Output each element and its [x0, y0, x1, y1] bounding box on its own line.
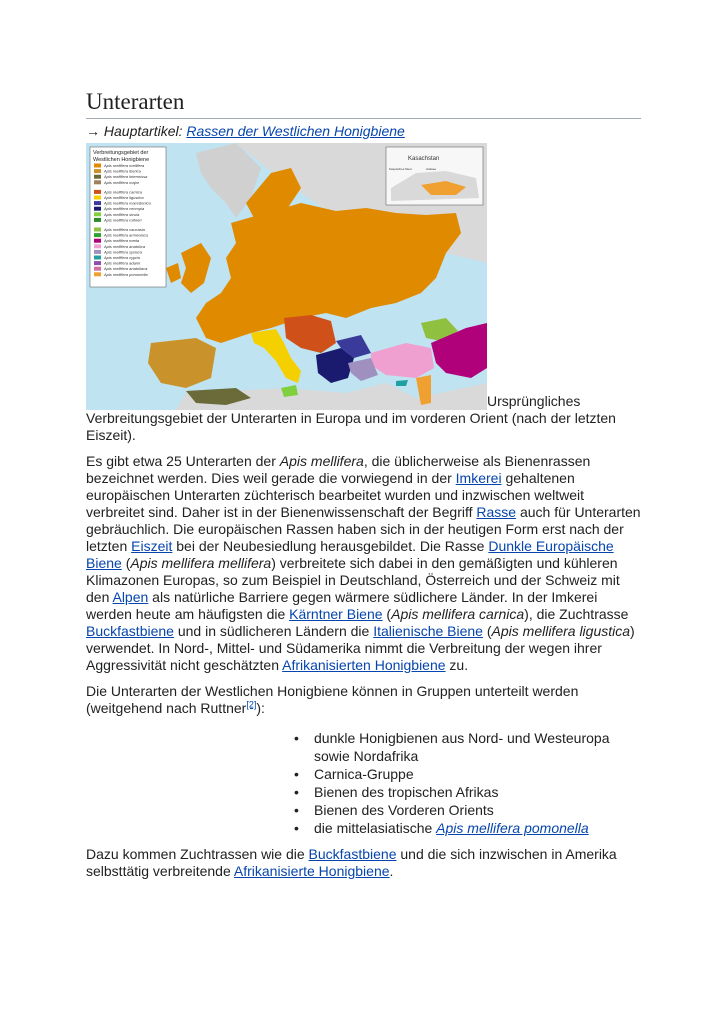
italic-run: Apis mellifera [279, 453, 364, 469]
text-run: bei der Neubesiedlung herausgebildet. Die Rasse [172, 538, 489, 554]
list-item: • Carnica-Gruppe [290, 765, 641, 783]
text-run: zu. [445, 657, 469, 673]
text-run: auch für Unterarten gebräuchlich. Die europäischen Rassen haben sich in der heutigen Form erst nach der letzten [86, 504, 641, 554]
italic-run: Apis mellifera mellifera [130, 555, 272, 571]
legend-label: Apis mellifera syriaca [104, 249, 142, 255]
italic-run: Apis mellifera carnica [391, 606, 525, 622]
text-run: ( [482, 623, 492, 639]
list-item: • Bienen des Vorderen Orients [290, 801, 641, 819]
link-alpen[interactable]: Alpen [112, 589, 149, 605]
legend-swatch [94, 190, 101, 194]
legend-label: Apis mellifera ruttneri [104, 217, 142, 223]
legend-swatch [94, 250, 101, 254]
list-item: • dunkle Honigbienen aus Nord- und Westeuropa sowie Nordafrika [290, 729, 641, 765]
legend-swatch [94, 212, 101, 216]
legend-label: Apis mellifera intermissa [104, 174, 148, 180]
legend-label: Apis mellifera carnica [104, 189, 143, 195]
legend-swatch [94, 267, 101, 271]
legend-label: Apis mellifera caucasia [104, 227, 145, 232]
legend-swatch [94, 175, 101, 179]
paragraph-2 [86, 683, 641, 717]
inset-small-1: Kaspisches Meer [389, 167, 413, 171]
text-run: ): [256, 700, 265, 716]
hatnote-link[interactable]: Rassen der Westlichen Honigbiene [186, 123, 405, 139]
text-run: ) verbreitete sich dabei in den gemäßigten und kühleren Klimazonen Europas, so zum Beispiel in Deutschland, Österreich und der Schweiz mit den [86, 555, 620, 605]
legend-swatch [94, 272, 101, 276]
legend-swatch [94, 239, 101, 243]
link-pomonella[interactable]: Apis mellifera pomonella [436, 820, 589, 836]
map-caption: Ursprüngliches Verbreitungsgebiet der Unterarten in Europa und im vorderen Orient (nach der letzten Eiszeit). [86, 393, 616, 443]
legend-label: Apis mellifera iberica [104, 168, 141, 174]
text-run: . [389, 863, 394, 879]
legend-label: Apis mellifera cecropia [104, 206, 145, 212]
link-rasse[interactable]: Rasse [476, 504, 517, 520]
legend-label: Apis mellifera armeniaca [104, 232, 148, 238]
paragraph-3 [86, 846, 641, 880]
legend-swatch [94, 169, 101, 173]
inset-label: Kasachstan [408, 156, 440, 162]
text-run: Es gibt etwa 25 Unterarten der [86, 453, 280, 469]
legend-label: Apis mellifera cypria [104, 255, 140, 260]
legend-swatch [94, 218, 101, 222]
legend-label: Apis mellifera major [104, 179, 140, 185]
legend-label: Apis mellifera macedonica [104, 200, 151, 206]
legend-label: Apis mellifera sicula [104, 211, 140, 217]
text-run: die mittelasiatische [314, 820, 437, 836]
link-imkerei[interactable]: Imkerei [455, 470, 502, 486]
article-section [86, 88, 641, 880]
legend-label: Apis mellifera adami [104, 260, 141, 266]
legend-swatch [94, 196, 101, 200]
link-dunkle-biene[interactable]: Dunkle Europäische Biene [86, 538, 614, 571]
legend-swatch [94, 201, 101, 205]
legend-swatch [94, 207, 101, 211]
text-run: ) verwendet. In Nord-, Mittel- und Südamerika nimmt die Verbreitung der wegen ihrer Aggressivität nicht geschätzten [86, 623, 635, 673]
link-buckfastbiene-2[interactable]: Buckfastbiene [308, 846, 397, 862]
group-list [86, 729, 641, 837]
text-run: ), die Zuchtrasse [524, 606, 629, 622]
link-afrikanisierte-honigbiene-2[interactable]: Afrikanisierte Honigbiene [233, 863, 390, 879]
legend-swatch [94, 261, 101, 265]
text-run: und in südlicheren Ländern die [173, 623, 374, 639]
text-run: Dazu kommen Zuchtrassen wie die [86, 846, 309, 862]
legend-swatch [94, 256, 101, 260]
link-afrikanisierte-honigbiene[interactable]: Afrikanisierten Honigbiene [282, 657, 446, 673]
map-figure [86, 143, 641, 444]
inset-small-2: Aralsee [426, 167, 437, 171]
text-run: gehaltenen europäischen Unterarten züchterisch bearbeitet wurden und inzwischen weltweit verbreitet sind. Daher ist in der Bienenwissenschaft der Begriff [86, 470, 585, 520]
legend-swatch [94, 164, 101, 168]
link-italienische-biene[interactable]: Italienische Biene [373, 623, 483, 639]
section-heading: Unterarten [86, 88, 641, 119]
legend-label: Apis mellifera anatolica [104, 243, 146, 249]
legend-label: Apis mellifera pomonella [104, 271, 148, 277]
legend-title-1: Verbreitungsgebiet der [93, 150, 149, 156]
list-item [290, 819, 641, 837]
link-kaerntner-biene[interactable]: Kärntner Biene [289, 606, 383, 622]
legend-label: Apis mellifera mellifera [104, 163, 145, 168]
distribution-map[interactable] [86, 143, 487, 410]
legend-title-2: Westlichen Honigbiene [93, 157, 150, 163]
text-run: als natürliche Barriere gegen wärmere südlichere Länder. In der Imkerei werden heute am häufigsten die [86, 589, 598, 622]
text-run: ( [382, 606, 392, 622]
legend-label: Apis mellifera ligustica [104, 195, 144, 200]
text-run: Die Unterarten der Westlichen Honigbiene können in Gruppen unterteilt werden (weitgehend nach Ruttner [86, 683, 579, 716]
link-buckfastbiene[interactable]: Buckfastbiene [86, 623, 174, 639]
legend-swatch [94, 180, 101, 184]
list-item: • Bienen des tropischen Afrikas [290, 783, 641, 801]
legend-label: Apis mellifera meda [104, 238, 140, 244]
italic-run: Apis mellifera ligustica [491, 623, 631, 639]
link-eiszeit[interactable]: Eiszeit [131, 538, 173, 554]
legend-swatch [94, 228, 101, 232]
reference-link[interactable]: [2] [246, 699, 257, 710]
legend-swatch [94, 233, 101, 237]
legend-swatch [94, 244, 101, 248]
hatnote [86, 121, 641, 141]
text-run: und die sich inzwischen in Amerika selbsttätig verbreitende [86, 846, 617, 879]
paragraph-1 [86, 453, 641, 674]
legend-label: Apis mellifera anatoliaca [104, 266, 148, 272]
text-run: ( [121, 555, 131, 571]
text-run: , die üblicherweise als Bienenrassen bezeichnet werden. Dies weil gerade die vorwiegend in der [86, 453, 591, 486]
hatnote-prefix: → Hauptartikel: [86, 123, 187, 139]
